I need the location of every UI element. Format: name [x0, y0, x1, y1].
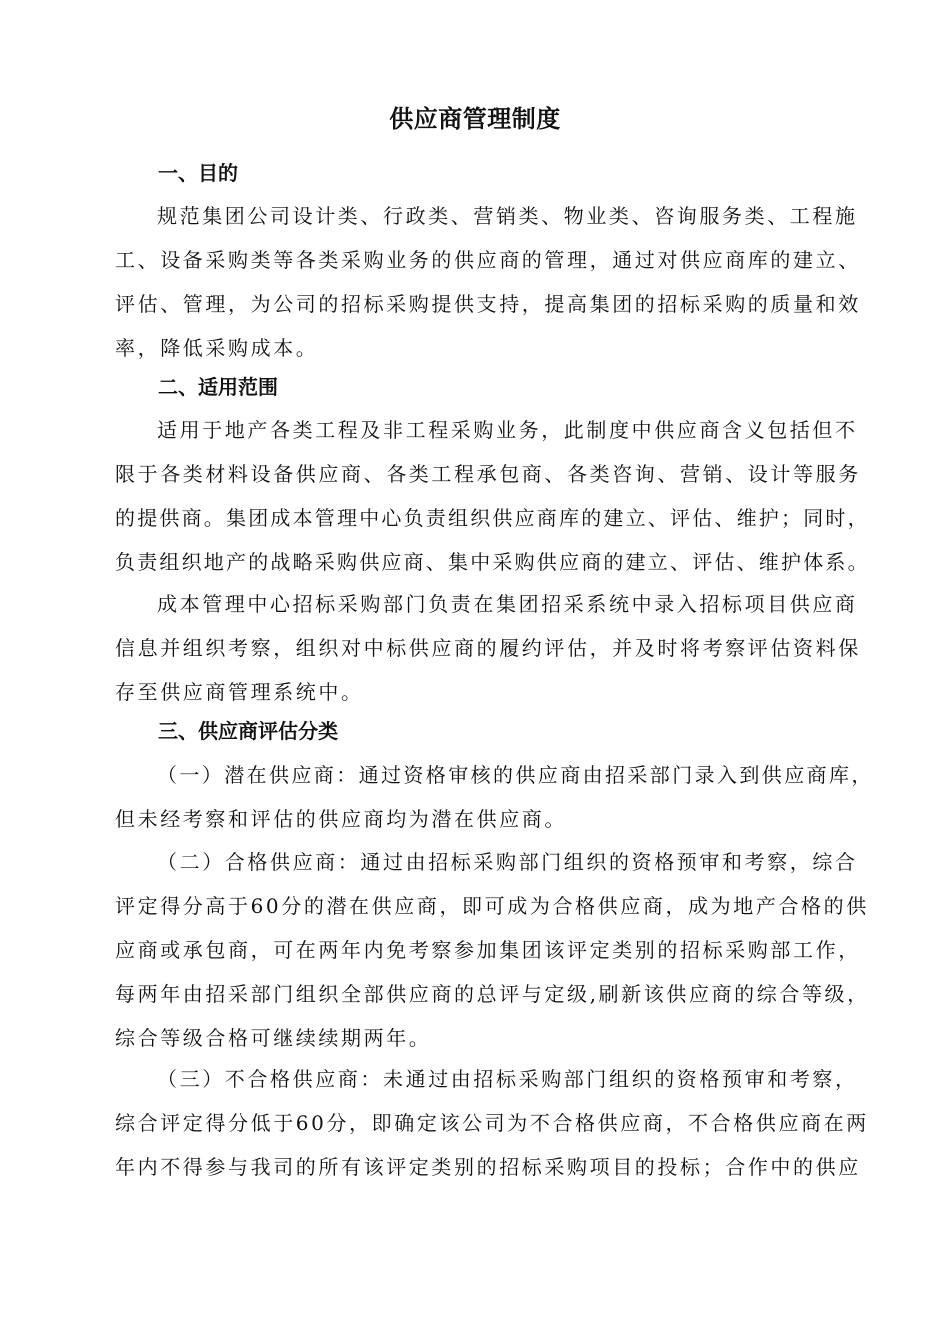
paragraph — [115, 840, 875, 1060]
section-heading-classification: 三、供应商评估分类 — [158, 719, 338, 743]
text-line: （一）潜在供应商：通过资格审核的供应商由招采部门录入到供应商库， — [157, 763, 874, 787]
text-line: 负责组织地产的战略采购供应商、集中采购供应商的建立、评估、维护体系。 — [115, 550, 870, 574]
paragraph — [115, 408, 875, 584]
paragraph — [115, 1057, 875, 1189]
section-heading-scope: 二、适用范围 — [158, 375, 278, 399]
text-line: （二）合格供应商：通过由招标采购部门组织的资格预审和考察，综合 — [157, 850, 858, 874]
text-line: 但未经考察和评估的供应商均为潜在供应商。 — [115, 807, 567, 831]
text-line: 存至供应商管理系统中。 — [115, 680, 364, 704]
paragraph — [115, 194, 875, 370]
text-line: 每两年由招采部门组织全部供应商的总评与定级,刷新该供应商的综合等级， — [115, 982, 870, 1006]
text-line: 限于各类材料设备供应商、各类工程承包商、各类咨询、营销、设计等服务 — [115, 462, 861, 486]
text-line: 信息并组织考察，组织对中标供应商的履约评估，并及时将考察评估资料保 — [115, 636, 861, 660]
text-line: 综合评定得分低于60分，即确定该公司为不合格供应商，不合格供应商在两 — [115, 1111, 869, 1135]
text-line: 年内不得参与我司的所有该评定类别的招标采购项目的投标；合作中的供应 — [115, 1155, 861, 1179]
paragraph — [115, 582, 875, 714]
text-line: 评定得分高于60分的潜在供应商，即可成为合格供应商，成为地产合格的供 — [115, 894, 869, 918]
text-line: 综合等级合格可继续续期两年。 — [115, 1026, 432, 1050]
section-heading-purpose: 一、目的 — [158, 161, 238, 185]
paragraph — [115, 753, 875, 841]
text-line: （三）不合格供应商：未通过由招标采购部门组织的资格预审和考察， — [157, 1067, 858, 1091]
text-line: 工、设备采购类等各类采购业务的供应商的管理，通过对供应商库的建立、 — [115, 248, 861, 272]
text-line: 的提供商。集团成本管理中心负责组织供应商库的建立、评估、维护；同时， — [115, 506, 870, 530]
document-title: 供应商管理制度 — [389, 105, 561, 133]
text-line: 规范集团公司设计类、行政类、营销类、物业类、咨询服务类、工程施 — [157, 204, 858, 228]
text-line: 评估、管理，为公司的招标采购提供支持，提高集团的招标采购的质量和效 — [115, 292, 861, 316]
text-line: 率，降低采购成本。 — [115, 336, 319, 360]
text-line: 应商或承包商，可在两年内免考察参加集团该评定类别的招标采购部工作， — [115, 938, 861, 962]
text-line: 成本管理中心招标采购部门负责在集团招采系统中录入招标项目供应商 — [157, 592, 858, 616]
text-line: 适用于地产各类工程及非工程采购业务，此制度中供应商含义包括但不 — [157, 418, 858, 442]
